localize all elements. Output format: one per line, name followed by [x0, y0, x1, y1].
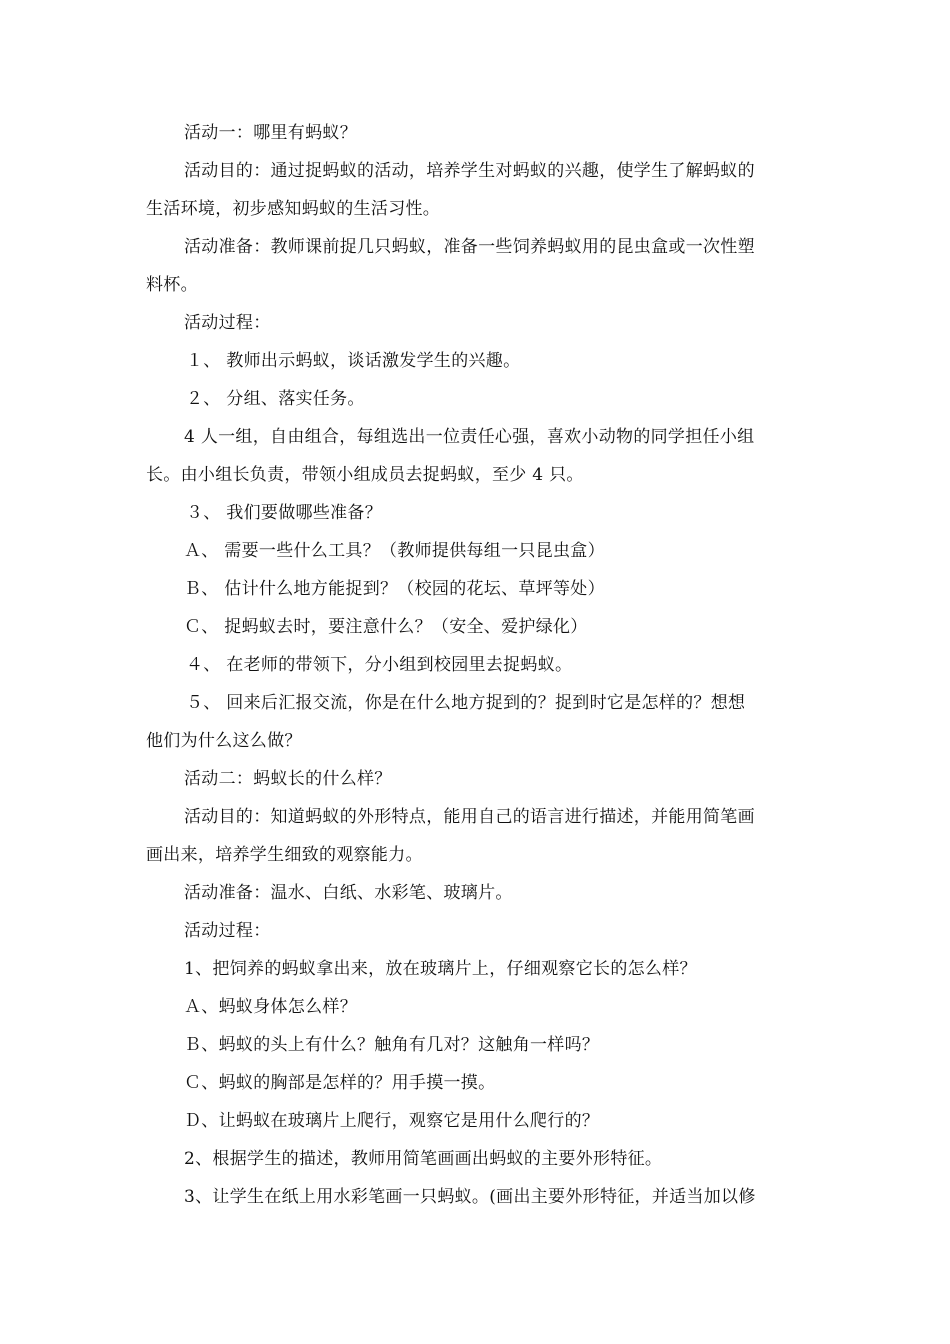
- paragraph-line: 活动过程：: [184, 313, 271, 333]
- list-item: Ｄ、让蚂蚁在玻璃片上爬行，观察它是用什么爬行的？: [184, 1111, 600, 1131]
- paragraph-line: 4 人一组，自由组合，每组选出一位责任心强，喜欢小动物的同学担任小组: [184, 427, 755, 447]
- paragraph-line: 活动准备：温水、白纸、水彩笔、玻璃片。: [184, 883, 513, 903]
- paragraph-line: 活动目的：知道蚂蚁的外形特点，能用自己的语言进行描述，并能用简笔画: [184, 807, 755, 827]
- list-item: 2、根据学生的描述，教师用简笔画画出蚂蚁的主要外形特征。: [184, 1149, 663, 1169]
- list-item: Ｃ、 捉蚂蚁去时，要注意什么？（安全、爱护绿化）: [184, 617, 588, 637]
- paragraph-line: 长。由小组长负责，带领小组成员去捉蚂蚁，至少 4 只。: [146, 465, 584, 485]
- section-heading-activity-2: 活动二：蚂蚁长的什么样？: [184, 769, 392, 789]
- list-item: Ａ、蚂蚁身体怎么样？: [184, 997, 357, 1017]
- list-item: Ｃ、蚂蚁的胸部是怎样的？用手摸一摸。: [184, 1073, 496, 1093]
- paragraph-line: 活动目的：通过捉蚂蚁的活动，培养学生对蚂蚁的兴趣，使学生了解蚂蚁的: [184, 161, 755, 181]
- list-item: 1、把饲养的蚂蚁拿出来，放在玻璃片上，仔细观察它长的怎么样？: [184, 959, 697, 979]
- list-item: Ｂ、 估计什么地方能捉到？（校园的花坛、草坪等处）: [184, 579, 605, 599]
- paragraph-line: 生活环境，初步感知蚂蚁的生活习性。: [146, 199, 441, 219]
- paragraph-line: 活动过程：: [184, 921, 271, 941]
- document-body: [146, 114, 812, 1216]
- list-item: Ｂ、蚂蚁的头上有什么？触角有几对？这触角一样吗？: [184, 1035, 600, 1055]
- list-item: Ａ、 需要一些什么工具？（教师提供每组一只昆虫盒）: [184, 541, 605, 561]
- list-item: ５、 回来后汇报交流，你是在什么地方捉到的？捉到时它是怎样的？想想: [186, 693, 746, 713]
- list-item: ２、 分组、落实任务。: [186, 389, 365, 409]
- paragraph-line: 活动准备：教师课前捉几只蚂蚁，准备一些饲养蚂蚁用的昆虫盒或一次性塑: [184, 237, 755, 257]
- section-heading-activity-1: 活动一：哪里有蚂蚁？: [184, 123, 357, 143]
- paragraph-line: 画出来，培养学生细致的观察能力。: [146, 845, 423, 865]
- list-item: ４、 在老师的带领下，分小组到校园里去捉蚂蚁。: [186, 655, 573, 675]
- paragraph-line: 他们为什么这么做？: [146, 731, 302, 751]
- list-item: ３、 我们要做哪些准备？: [186, 503, 383, 523]
- list-item: １、 教师出示蚂蚁，谈话激发学生的兴趣。: [186, 351, 521, 371]
- list-item: 3、让学生在纸上用水彩笔画一只蚂蚁。(画出主要外形特征，并适当加以修: [184, 1187, 756, 1207]
- paragraph-line: 料杯。: [146, 275, 198, 295]
